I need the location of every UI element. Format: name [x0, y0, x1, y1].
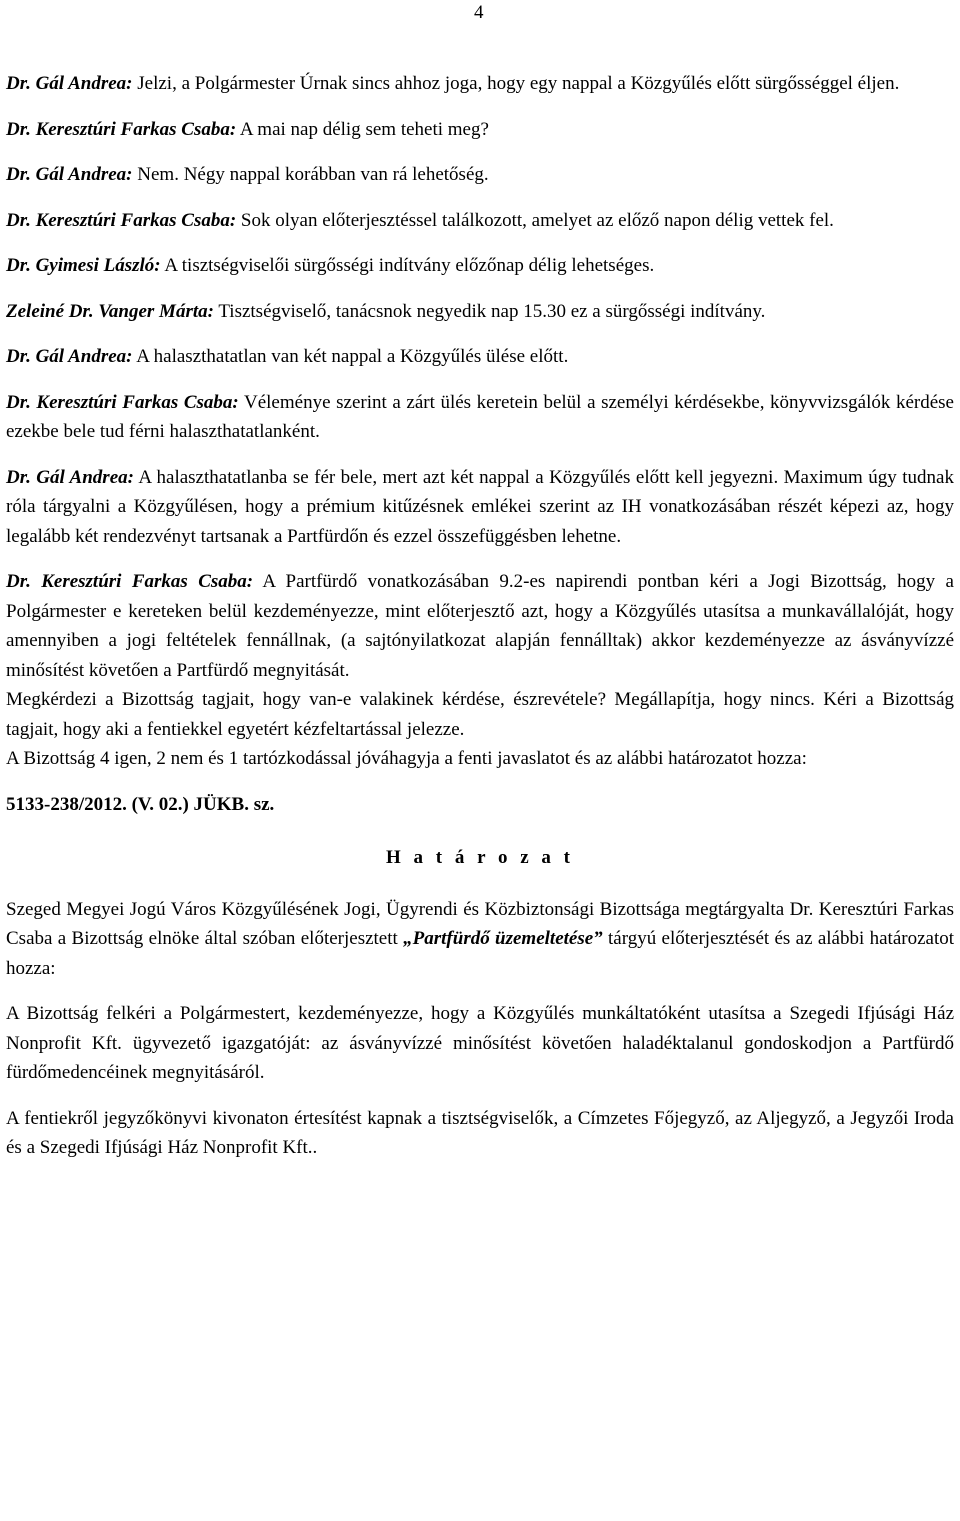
speaker-name: Dr. Keresztúri Farkas Csaba: — [6, 118, 237, 140]
resolution-intro — [6, 895, 954, 984]
chair-question: Megkérdezi a Bizottság tagjait, hogy van-e valakinek kérdése, észrevétele? Megállapítja, hogy nincs. Kéri a Bizottság tagjait, hogy aki a fentiekkel egyetért kézfeltartással jelezze. — [6, 689, 954, 740]
speech-text: A tisztségviselői sürgősségi indítvány előzőnap délig lehetséges. — [160, 255, 655, 276]
speaker-name: Dr. Gál Andrea: — [6, 164, 133, 185]
resolution-intro-after: tárgyú előterjesztését és az alábbi határozatot hozza: — [6, 928, 954, 979]
speech-paragraph — [6, 567, 954, 685]
speech-paragraph — [6, 206, 954, 236]
speech-paragraph — [6, 342, 954, 372]
page-number: 4 — [474, 2, 484, 23]
speech-paragraph — [6, 115, 954, 145]
speech-paragraph — [6, 251, 954, 281]
speech-paragraph — [6, 69, 954, 99]
speaker-name: Dr. Keresztúri Farkas Csaba: — [6, 571, 254, 592]
speech-text: A halaszthatatlanba se fér bele, mert azt két nappal a Közgyűlés előtt kell jegyezni. Maximum úgy tudnak róla tárgyalni a Közgyűlésen, hogy a prémium kitűzésnek emlékei szerint az IH vonatkozásában részét képezi az, hogy legalább két rendezvényt tartsanak a Partfürdőn és ezzel összefüggésben lehetne. — [6, 466, 954, 547]
speech-text: Nem. Négy nappal korábban van rá lehetőség. — [132, 164, 489, 185]
speech-paragraph — [6, 463, 954, 552]
resolution-title: H a t á r o z a t — [386, 847, 574, 868]
resolution-subject: „Partfürdő üzemeltetése” — [403, 928, 603, 949]
resolution-number: 5133-238/2012. (V. 02.) JÜKB. sz. — [6, 793, 275, 815]
speech-paragraph — [6, 160, 954, 190]
speech-text: Tisztségviselő, tanácsnok negyedik nap 15.30 ez a sürgősségi indítvány. — [213, 300, 766, 322]
speech-text: Véleménye szerint a zárt ülés keretein belül a személyi kérdésekbe, könyvvizsgálók kérdése ezekbe bele tud férni halaszthatatlanként. — [6, 391, 954, 442]
resolution-intro-before: Szeged Megyei Jogú Város Közgyűlésének Jogi, Ügyrendi és Közbiztonsági Bizottsága megtárgyalta Dr. Keresztúri Farkas Csaba a Bizottság elnöke által szóban előterjesztett — [6, 898, 954, 949]
speaker-name: Dr. Gál Andrea: — [6, 73, 133, 94]
speaker-name: Dr. Keresztúri Farkas Csaba: — [6, 209, 237, 231]
speech-text: A halaszthatatlan van két nappal a Közgyűlés ülése előtt. — [132, 346, 569, 367]
speech-text: Sok olyan előterjesztéssel találkozott, amelyet az előző napon délig vettek fel. — [236, 209, 834, 231]
document-body — [6, 69, 954, 1179]
speaker-name: Dr. Gyimesi László: — [6, 255, 161, 276]
speech-text: A mai nap délig sem teheti meg? — [236, 118, 489, 140]
speech-paragraph — [6, 297, 954, 327]
speech-paragraph — [6, 388, 954, 447]
speech-text: A Partfürdő vonatkozásában 9.2-es napirendi pontban kéri a Jogi Bizottság, hogy a Polgármester e kereteken belül kezdeményezze, mint előterjesztő azt, hogy a Közgyűlés utasítsa a munkavállalóját, hogy amennyiben a jogi feltételek fennállnak, (a sajtónyilatkozat alapján fennálltak) akkor kezdeményezze az ásványvízzé minősítést követően a Partfürdő megnyitását. — [6, 571, 954, 681]
speech-text: Jelzi, a Polgármester Úrnak sincs ahhoz joga, hogy egy nappal a Közgyűlés előtt sürgősséggel éljen. — [132, 73, 900, 94]
speaker-name: Dr. Keresztúri Farkas Csaba: — [6, 391, 239, 413]
resolution-notice: A fentiekről jegyzőkönyvi kivonaton értesítést kapnak a tisztségviselők, a Címzetes Főjegyző, az Aljegyző, a Jegyzői Iroda és a Szegedi Ifjúsági Ház Nonprofit Kft.. — [6, 1107, 954, 1158]
speaker-name: Dr. Gál Andrea: — [6, 466, 134, 488]
resolution-decision: A Bizottság felkéri a Polgármestert, kezdeményezze, hogy a Közgyűlés munkáltatóként utasítsa a Szegedi Ifjúsági Ház Nonprofit Kft. ügyvezető igazgatóját: az ásványvízzé minősítést követően haladéktalanul gondoskodjon a Partfürdő fürdőmedencéinek megnyitásáról. — [6, 1003, 954, 1083]
speaker-name: Dr. Gál Andrea: — [6, 346, 133, 367]
vote-result: A Bizottság 4 igen, 2 nem és 1 tartózkodással jóváhagyja a fenti javaslatot és az alábbi határozatot hozza: — [6, 748, 807, 769]
speaker-name: Zeleiné Dr. Vanger Márta: — [6, 300, 214, 322]
